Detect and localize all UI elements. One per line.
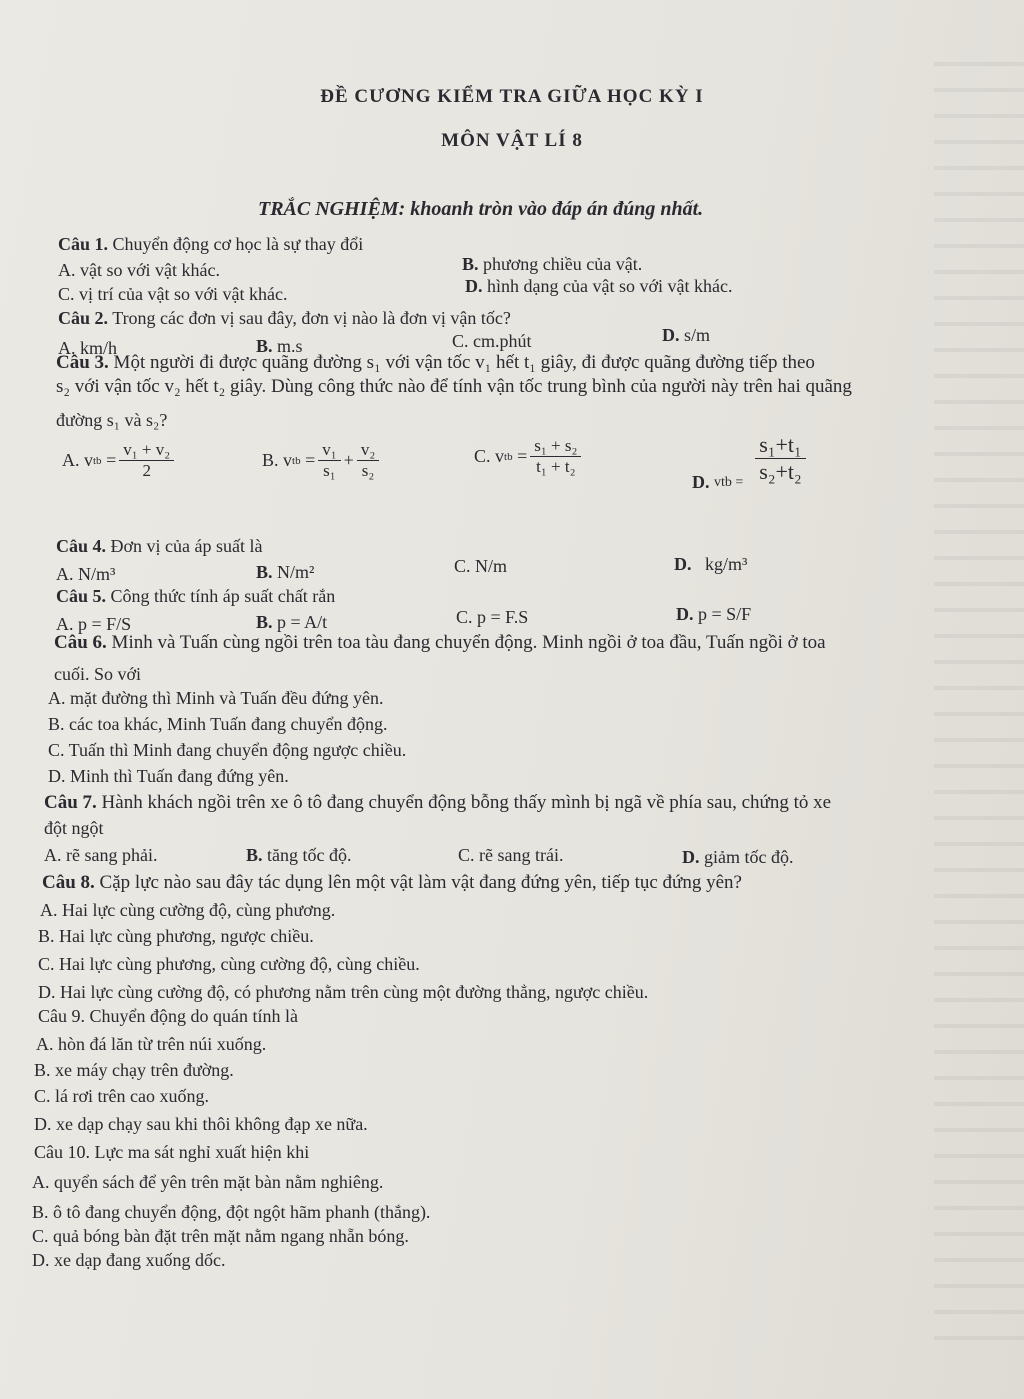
q1-option-c: C. vị trí của vật so với vật khác. xyxy=(58,284,288,304)
q8-option-d: D. Hai lực cùng cường độ, có phương nằm trên cùng một đường thẳng, ngược chiều. xyxy=(38,982,649,1002)
q9-option-a: A. hòn đá lăn từ trên núi xuống. xyxy=(36,1034,267,1054)
question-9: Câu 9. Chuyển động do quán tính là xyxy=(38,1006,298,1026)
q10-option-d: D. xe dạp đang xuống dốc. xyxy=(32,1250,226,1270)
subject-title: MÔN VẬT LÍ 8 xyxy=(441,130,583,151)
q3-option-a: A. v tb = $\frac{\text{v₁ + v₂}}{2}$ xyxy=(62,440,177,481)
q10-option-a: A. quyển sách để yên trên mặt bàn nằm nghiêng. xyxy=(32,1172,384,1192)
q4-option-b: B. N/m² xyxy=(256,562,315,582)
q9-option-c: C. lá rơi trên cao xuống. xyxy=(34,1086,209,1106)
question-2: Câu 2. Trong các đơn vị sau đây, đơn vị nào là đơn vị vận tốc? xyxy=(58,308,511,328)
q5-option-d: D. p = S/F xyxy=(676,604,752,624)
q6-option-a: A. mặt đường thì Minh và Tuấn đều đứng yên. xyxy=(48,688,384,708)
question-5: Câu 5. Công thức tính áp suất chất rắn xyxy=(56,586,336,606)
q4-option-c: C. N/m xyxy=(454,556,508,576)
q8-option-c: C. Hai lực cùng phương, cùng cường độ, cùng chiều. xyxy=(38,954,420,974)
question-7: Câu 7. Hành khách ngồi trên xe ô tô đang chuyển động bỗng thấy mình bị ngã về phía sau, chứng tỏ xe xyxy=(44,792,832,813)
q3-option-c: C. v tb = $\frac{\text{s₁ + s₂}}{\text{t₁ + t₂}}$ xyxy=(474,436,584,477)
bleed-through-text xyxy=(934,40,1024,1360)
q6-option-d: D. Minh thì Tuấn đang đứng yên. xyxy=(48,766,289,786)
q5-option-a: A. p = F/S xyxy=(56,614,132,634)
q6-option-c: C. Tuấn thì Minh đang chuyển động ngược chiều. xyxy=(48,740,407,760)
q2-option-d: D. s/m xyxy=(662,325,711,345)
q5-option-b: B. p = A/t xyxy=(256,612,328,632)
q3-option-d: D. vtb = $\frac{\text{s₁+t₁}}{\text{s₂+t₂}}$ xyxy=(692,424,809,493)
instruction: TRẮC NGHIỆM: khoanh tròn vào đáp án đúng nhất. xyxy=(258,198,704,220)
question-8: Câu 8. Cặp lực nào sau đây tác dụng lên một vật làm vật đang đứng yên, tiếp tục đứng yên? xyxy=(42,872,742,893)
q4-option-d: D. kg/m³ xyxy=(674,554,748,574)
q7-option-c: C. rẽ sang trái. xyxy=(458,845,564,865)
q2-option-a: A. km/h xyxy=(58,338,118,358)
q8-option-a: A. Hai lực cùng cường độ, cùng phương. xyxy=(40,900,336,920)
q3-option-b: B. v tb = $\frac{\text{v₁}}{\text{s₁}}$ + $\frac{\text{v₂}}{\text{s₂}}$ xyxy=(262,440,382,481)
question-1: Câu 1. Chuyển động cơ học là sự thay đổi xyxy=(58,234,364,254)
q1-option-b: B. phương chiều của vật. xyxy=(462,254,643,274)
q9-option-b: B. xe máy chạy trên đường. xyxy=(34,1060,234,1080)
question-3-line-3: đường s₁ và s₂? xyxy=(56,410,168,430)
q2-option-b: B. m.s xyxy=(256,336,303,356)
q1-option-d: D. hình dạng của vật so với vật khác. xyxy=(465,276,733,296)
q10-option-b: B. ô tô đang chuyển động, đột ngột hãm phanh (thắng). xyxy=(32,1202,431,1222)
question-3: Câu 3. Một người đi được quãng đường s₁ với vận tốc v₁ hết t₁ giây, đi được quãng đường tiếp theo xyxy=(56,352,815,373)
question-10: Câu 10. Lực ma sát nghỉ xuất hiện khi xyxy=(34,1142,310,1162)
question-6: Câu 6. Minh và Tuấn cùng ngồi trên toa tàu đang chuyển động. Minh ngồi ở toa đầu, Tuấn ngồi ở toa xyxy=(54,632,826,653)
q6-option-b: B. các toa khác, Minh Tuấn đang chuyển động. xyxy=(48,714,388,734)
question-3-line-2: s₂ với vận tốc v₂ hết t₂ giây. Dùng công thức nào để tính vận tốc trung bình của người này trên hai quãng xyxy=(56,376,852,397)
q1-option-a: A. vật so với vật khác. xyxy=(58,260,220,280)
q4-option-a: A. N/m³ xyxy=(56,564,116,584)
q2-option-c: C. cm.phút xyxy=(452,331,532,351)
document-title: ĐỀ CƯƠNG KIỂM TRA GIỮA HỌC KỲ I xyxy=(320,86,704,107)
q10-option-c: C. quả bóng bàn đặt trên mặt nằm ngang nhẵn bóng. xyxy=(32,1226,409,1246)
q3-a-fraction: $\frac{\text{v₁ + v₂}}{2}$ xyxy=(119,440,174,481)
q7-option-b: B. tăng tốc độ. xyxy=(246,845,352,865)
question-7-line-2: đột ngột xyxy=(44,818,104,838)
q8-option-b: B. Hai lực cùng phương, ngược chiều. xyxy=(38,926,314,946)
question-4: Câu 4. Đơn vị của áp suất là xyxy=(56,536,263,556)
q7-option-a: A. rẽ sang phải. xyxy=(44,845,158,865)
q5-option-c: C. p = F.S xyxy=(456,607,529,627)
q7-option-d: D. giảm tốc độ. xyxy=(682,847,794,867)
q9-option-d: D. xe dạp chạy sau khi thôi không đạp xe nữa. xyxy=(34,1114,368,1134)
question-6-line-2: cuối. So với xyxy=(54,664,142,684)
